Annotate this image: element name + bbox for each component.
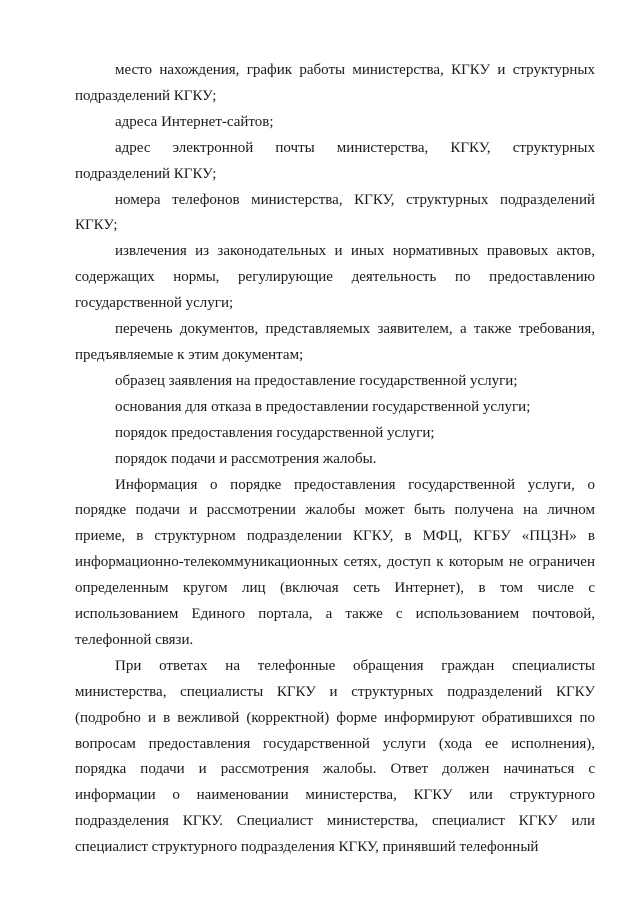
paragraph-location-schedule: место нахождения, график работы министерства, КГКУ и структурных подразделений КГКУ; [75,62,595,104]
paragraph-document-list: перечень документов, представляемых заявителем, а также требования, предъявляемые к этим документам; [75,321,595,363]
paragraph-website-addresses: адреса Интернет-сайтов; [115,113,274,130]
paragraph-legal-extracts: извлечения из законодательных и иных нормативных правовых актов, содержащих нормы, регулирующие деятельность по предоставлению государственной услуги; [75,243,595,312]
paragraph-service-procedure: порядок предоставления государственной услуги; [115,424,435,441]
paragraph-application-sample: образец заявления на предоставление государственной услуги; [115,372,518,389]
paragraph-phone-inquiries: При ответах на телефонные обращения граждан специалисты министерства, специалисты КГКУ и структурных подразделений КГКУ (подробно и в вежливой (корректной) форме информируют обратившихся по вопросам предоставления государственной услуги (хода ее исполнения), порядка подачи и рассмотрения жалобы. Ответ должен начинаться с информации о наименовании министерства, КГКУ или структурного подразделения КГКУ. Специалист министерства, специалист КГКУ или специалист структурного подразделения КГКУ, принявший телефонный [75,657,595,856]
paragraph-complaint-procedure: порядок подачи и рассмотрения жалобы. [115,450,377,467]
paragraph-refusal-grounds: основания для отказа в предоставлении государственной услуги; [115,398,531,415]
paragraph-email-addresses: адрес электронной почты министерства, КГКУ, структурных подразделений КГКУ; [75,139,595,182]
paragraph-information-sources: Информация о порядке предоставления государственной услуги, о порядке подачи и рассмотрении жалобы может быть получена на личном приеме, в структурном подразделении КГКУ, в МФЦ, КГБУ «ПЦЗН» в информационно-телекоммуникационных сетях, доступ к которым не ограничен определенным кругом лиц (включая сеть Интернет), в том числе с использованием Единого портала, а также с использованием почтовой, телефонной связи. [75,476,595,648]
paragraph-phone-numbers: номера телефонов министерства, КГКУ, структурных подразделений КГКУ; [75,191,595,234]
document-body [75,58,595,861]
